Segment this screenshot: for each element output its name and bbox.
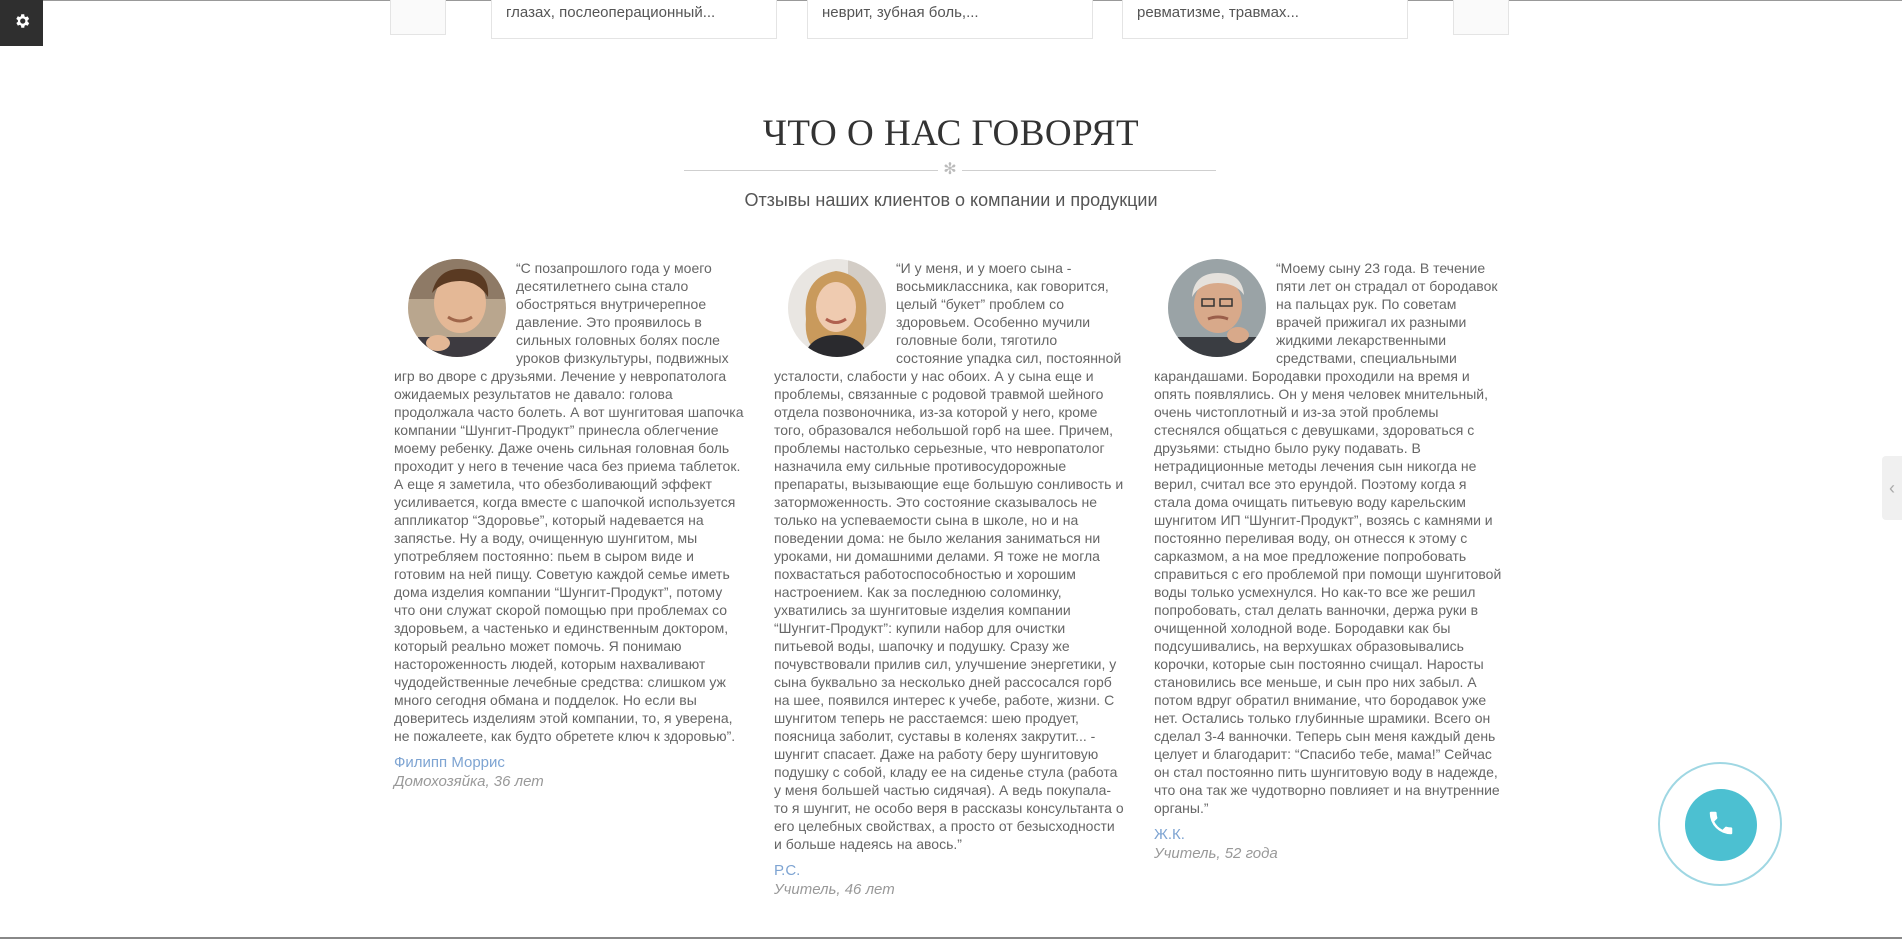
gear-icon [13, 12, 31, 35]
testimonial-quote: “И у меня, и у моего сына - восьмиклассника, как говорится, целый “букет” проблем со здоровьем. Особенно мучили головные боли, тяготило состояние упадка сил, постоянной усталости, слабости у нас обоих. А у сына еще и проблемы, связанные с родовой травмой шейного отдела позвоночника, из-за которой у него, кроме того, образовался небольшой горб на шее. Причем, проблемы настолько серьезные, что невропатолог назначила ему сильные противосудорожные препараты, вызывающие еще большую сонливость и заторможенность. Это состояние сказывалось не только на успеваемости сына в школе, но и на поведении дома: не было желания заниматься ни уроками, ни домашними делами. Я тоже не могла похвастаться работоспособностью и хорошим настроением. Как за последнюю соломинку, ухватились за шунгитовые изделия компании “Шунгит-Продукт”: купили набор для очистки питьевой воды, шапочку и подушку. Сразу же почувствовали прилив сил, улучшение энергетики, у сына буквально за несколько дней рассосался горб на шее, появился интерес к учебе, работе, жизни. С шунгитом теперь не расстаемся: шею продует, поясница заболит, суставы в коленях закрутит... - шунгит спасает. Даже на работу беру шунгитовую подушку с собой, кладу ее на сиденье стула (работа у меня большей частью сидячая). А ведь покупала-то я шунгит, не особо веря в рассказы консультанта о его целебных свойствах, а просто от безысходности и больше надеясь на авось.” [774, 260, 1124, 852]
avatar [408, 259, 506, 357]
carousel-prev-button[interactable] [390, 0, 446, 35]
testimonial-quote: “С позапрошлого года у моего десятилетнего сына стало обостряться внутричерепное давление. Это проявилось в сильных головных болях после уроков физкультуры, подвижных игр во дворе с друзьями. Лечение у невропатолога ожидаемых результатов не давало: голова продолжала часто болеть. А вот шунгитовая шапочка компании “Шунгит-Продукт” принесла облегчение моему ребенку. Даже очень сильная головная боль проходит у него в течение часа без приема таблеток. А еще я заметила, что обезболивающий эффект усиливается, когда вместе с шапочкой используется аппликатор “Здоровье”, который надевается на запястье. Ну а воду, очищенную шунгитом, мы употребляем постоянно: пьем в сыром виде и готовим на ней пищу. Советую каждой семье иметь дома изделия компании “Шунгит-Продукт”, потому что они служат скорой помощью при проблемах со здоровьем, а частенько и единственным доктором, который реально может помочь. Я понимаю настороженность людей, которым нахваливают чудодейственные лечебные средства: слишком уж много сегодня обмана и подделок. Но если вы доверитесь изделиям этой компании, то, я уверена, не пожалеете, как будто обретете ключ к здоровью”. [394, 260, 744, 744]
carousel-next-button[interactable] [1453, 0, 1509, 35]
service-card-text: глазах, послеоперационный... [506, 4, 716, 21]
section-title: ЧТО О НАС ГОВОРЯТ [762, 113, 1140, 154]
testimonial-author-name[interactable]: Филипп Моррис [394, 754, 505, 771]
side-panel-toggle[interactable] [1882, 456, 1902, 520]
divider-star-icon: ✻ [938, 160, 962, 180]
testimonial-card [394, 259, 744, 791]
service-card-text: ревматизме, травмах... [1137, 4, 1299, 21]
avatar [788, 259, 886, 357]
service-card[interactable] [491, 0, 777, 39]
testimonial-author-role: Домохозяйка, 36 лет [394, 773, 544, 790]
services-carousel [0, 0, 1902, 40]
testimonial-author-name[interactable]: Р.С. [774, 862, 801, 879]
chevron-left-icon: ‹ [1889, 477, 1895, 498]
callback-button[interactable] [1685, 789, 1757, 861]
testimonial-author-role: Учитель, 52 года [1154, 845, 1278, 862]
settings-toggle-button[interactable] [0, 0, 43, 46]
service-card[interactable] [1122, 0, 1408, 39]
section-subtitle: Отзывы наших клиентов о компании и продукции [744, 190, 1158, 210]
service-card-text: неврит, зубная боль,... [822, 4, 979, 21]
testimonial-quote: “Моему сыну 23 года. В течение пяти лет он страдал от бородавок на пальцах рук. По советам врачей прижигал их разными жидкими лекарственными средствами, специальными карандашами. Бородавки проходили на время и опять появлялись. Он у меня человек мнительный, очень чистоплотный и из-за этой проблемы стеснялся общаться с девушками, здороваться с друзьями: стыдно было руку подавать. В нетрадиционные методы лечения сын никогда не верил, считал все это ерундой. Поэтому когда я стала дома очищать питьевую воду карельским шунгитом ИП “Шунгит-Продукт”, возясь с камнями и постоянно переливая воду, он отнесся к этому с сарказмом, а на мое предложение попробовать справиться с его проблемой при помощи шунгитовой воды только усмехнулся. Но как-то все же решил попробовать, стал делать ванночки, держа руки в очищенной холодной воде. Бородавки как бы подсушивались, на верхушках образовывались корочки, которые сын постоянно счищал. Наросты становились все меньше, и сын про них забыл. А потом вдруг обратил внимание, что бородавок уже нет. Остались только глубинные шрамики. Всего он сделал 3-4 ванночки. Теперь сын меня каждый день целует и благодарит: “Спасибо тебе, мама!” Сейчас он стал постоянно пить шунгитовую воду в надежде, что она так же чудотворно повлияет и на внутренние органы.” [1154, 260, 1502, 816]
phone-icon [1706, 808, 1736, 843]
service-card[interactable] [807, 0, 1093, 39]
avatar [1168, 259, 1266, 357]
testimonial-card [1154, 259, 1504, 863]
testimonial-author-role: Учитель, 46 лет [774, 881, 895, 898]
testimonial-card [774, 259, 1124, 899]
testimonial-author-name[interactable]: Ж.К. [1154, 826, 1185, 843]
